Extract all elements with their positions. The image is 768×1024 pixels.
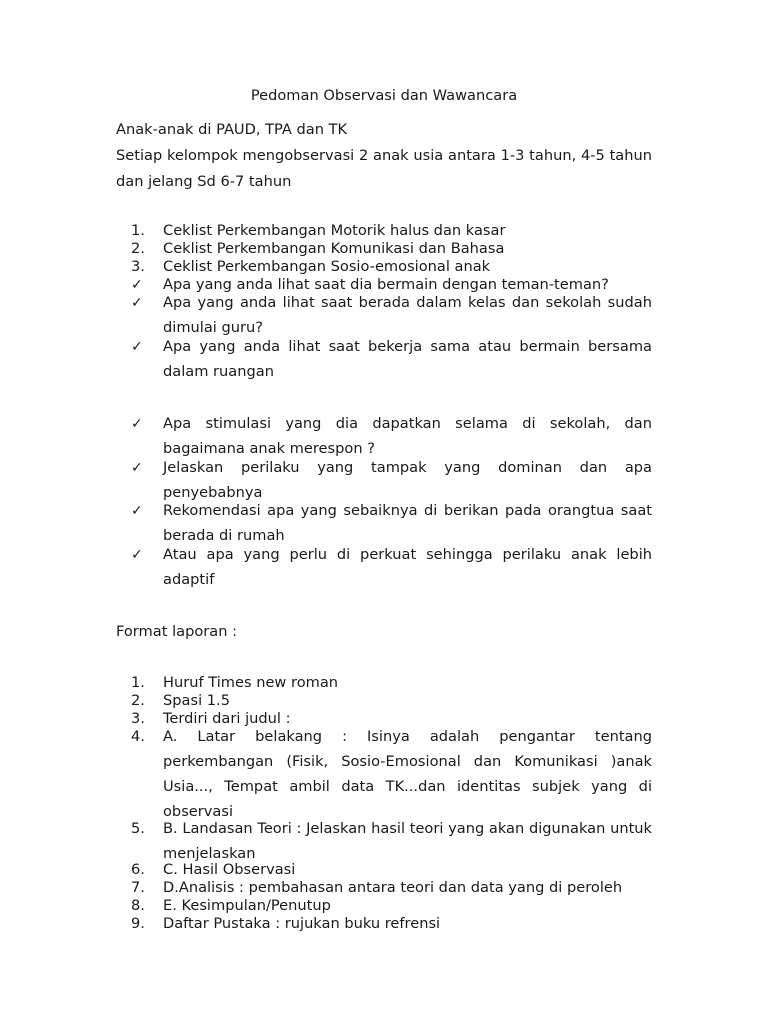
list-marker: 8. [131,897,145,914]
check-mark-icon: ✓ [131,416,143,432]
list-item-text: Apa yang anda lihat saat berada dalam kelas dan sekolah sudah dimulai guru? [163,294,652,336]
check-mark-icon: ✓ [131,503,143,519]
list-item [131,674,652,692]
list-marker: 3. [131,258,145,275]
intro-line-2: Setiap kelompok mengobservasi 2 anak usia antara 1-3 tahun, 4-5 tahun dan jelang Sd 6-7 tahun [116,147,652,190]
list-marker: 9. [131,915,145,932]
list-item [131,861,652,879]
list-marker: 2. [131,240,145,257]
list-item [131,915,652,933]
check-mark-icon: ✓ [131,295,143,311]
list-item-text: Ceklist Perkembangan Sosio-emosional anak [163,258,491,275]
list-item [131,222,652,240]
list-item [131,879,652,897]
list-marker: 1. [131,674,145,691]
list-item-text: B. Landasan Teori : Jelaskan hasil teori yang akan digunakan untuk menjelaskan [163,820,652,862]
list-marker: 4. [131,728,145,745]
list-item-text: Huruf Times new roman [163,674,339,691]
check-mark-icon: ✓ [131,460,143,476]
list-item-text: E. Kesimpulan/Penutup [163,897,331,914]
list-item-text: Ceklist Perkembangan Komunikasi dan Bahasa [163,240,505,257]
list-marker: 7. [131,879,145,896]
list-item-text: Apa yang anda lihat saat dia bermain dengan teman-teman? [163,276,609,293]
list-marker: 1. [131,222,145,239]
list-item-text: C. Hasil Observasi [163,861,296,878]
intro-line-1: Anak-anak di PAUD, TPA dan TK [116,121,348,138]
list-item [131,728,652,824]
check-mark-icon: ✓ [131,339,143,355]
list-item-text: Apa stimulasi yang dia dapatkan selama di sekolah, dan bagaimana anak merespon ? [163,415,652,457]
list-item [131,897,652,915]
list-marker: 5. [131,820,145,837]
format-heading: Format laporan : [116,623,238,640]
list-item [131,258,652,276]
document-title: Pedoman Observasi dan Wawancara [250,87,518,104]
list-item [131,692,652,710]
list-item [131,546,652,592]
list-item-text: Rekomendasi apa yang sebaiknya di berikan pada orangtua saat berada di rumah [163,502,652,544]
list-marker: 3. [131,710,145,727]
list-item-text: Spasi 1.5 [163,692,230,709]
check-mark-icon: ✓ [131,547,143,563]
list-item [131,820,652,866]
list-item-text: Ceklist Perkembangan Motorik halus dan kasar [163,222,506,239]
list-item-text: Jelaskan perilaku yang tampak yang dominan dan apa penyebabnya [163,459,652,501]
list-item-text: D.Analisis : pembahasan antara teori dan data yang di peroleh [163,879,623,896]
check-mark-icon: ✓ [131,277,143,293]
list-item-text: Apa yang anda lihat saat bekerja sama atau bermain bersama dalam ruangan [163,338,652,380]
list-marker: 6. [131,861,145,878]
list-item-text: Daftar Pustaka : rujukan buku refrensi [163,915,441,932]
list-marker: 2. [131,692,145,709]
list-item-text: A. Latar belakang : Isinya adalah pengantar tentang perkembangan (Fisik, Sosio-Emosional dan Komunikasi )anak Usia..., Tempat ambil data TK...dan identitas subjek yang di observasi [163,728,652,820]
list-item-text: Terdiri dari judul : [163,710,291,727]
list-item [131,240,652,258]
list-item-text: Atau apa yang perlu di perkuat sehingga perilaku anak lebih adaptif [163,546,652,588]
list-item [131,338,652,384]
